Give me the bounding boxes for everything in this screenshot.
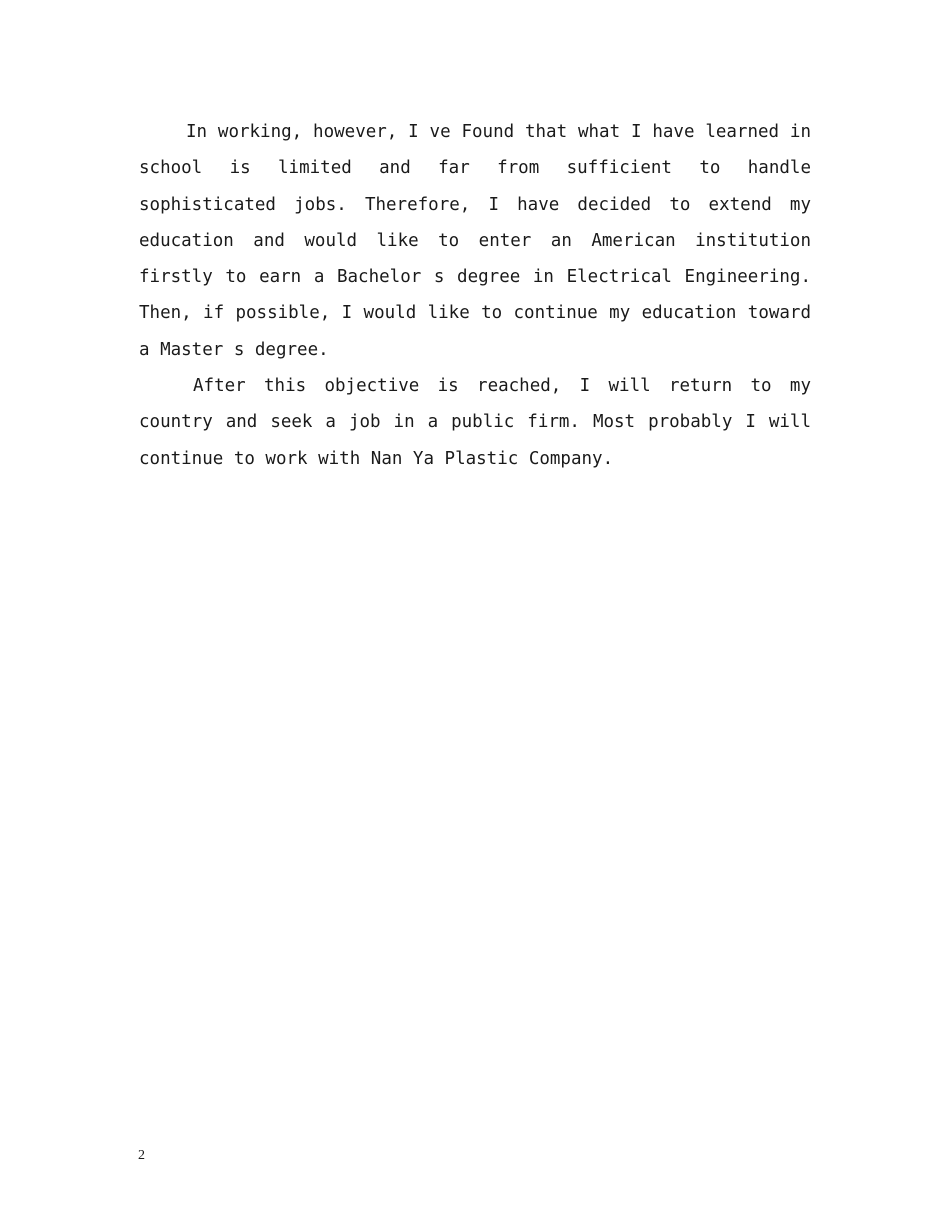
- page-number: 2: [138, 1148, 145, 1163]
- document-body: [139, 114, 811, 477]
- paragraph-career-return: After this objective is reached, I will return to my country and seek a job in a public firm. Most probably I will continue to work with Nan Ya Plastic Company.: [139, 376, 811, 469]
- paragraph-education-plans: In working, however, I ve Found that what I have learned in school is limited and far from sufficient to handle sophisticated jobs. Therefore, I have decided to extend my education and would like to enter an American institution firstly to earn a Bachelor s degree in Electrical Engineering. Then, if possible, I would like to continue my education toward a Master s degree.: [139, 122, 811, 360]
